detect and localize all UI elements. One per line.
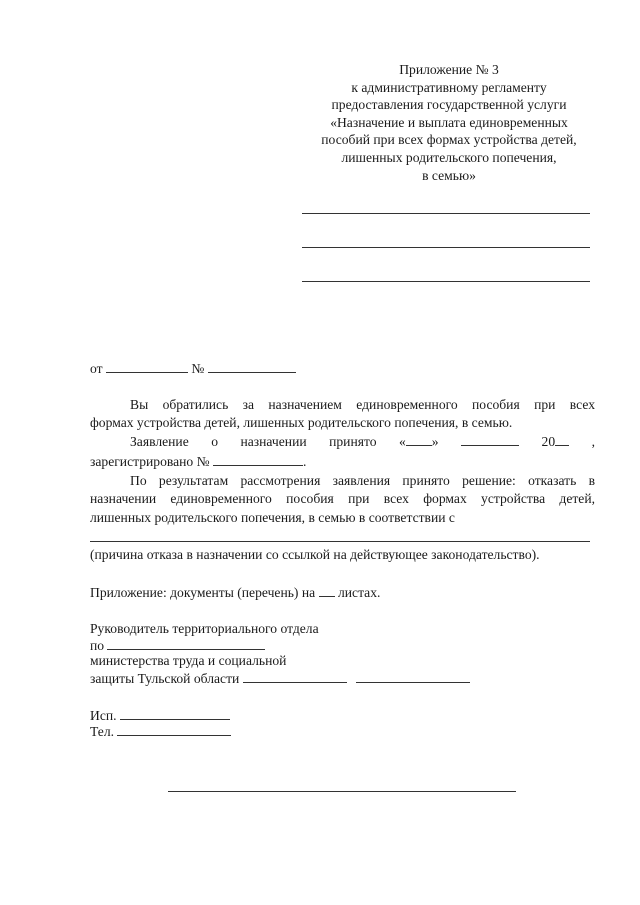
- paragraph-3-line: По результатам рассмотрения заявления принято решение: отказать в: [130, 473, 595, 488]
- signature-line: Руководитель территориального отдела: [90, 621, 319, 636]
- department-blank[interactable]: [107, 636, 265, 650]
- heading-line: пособий при всех формах устройства детей,: [321, 132, 577, 148]
- tel-label: Тел.: [90, 724, 115, 739]
- paragraph-1-line: Вы обратились за назначением единовременного пособия при всех: [130, 397, 595, 412]
- phone-blank[interactable]: [117, 722, 231, 736]
- year-blank[interactable]: [555, 432, 569, 446]
- year-prefix: 20: [541, 434, 556, 449]
- number-blank[interactable]: [208, 359, 296, 373]
- phone-line: [90, 722, 231, 741]
- registered-label: зарегистрировано №: [90, 454, 210, 469]
- paragraph-2-line: [130, 432, 595, 451]
- signature-blank[interactable]: [243, 669, 347, 683]
- region-label: защиты Тульской области: [90, 671, 240, 686]
- comma: ,: [591, 434, 595, 449]
- paragraph-3-line: лишенных родительского попечения, в семью в соответствии с: [90, 510, 455, 525]
- from-label: от: [90, 361, 103, 376]
- heading-line: предоставления государственной услуги: [331, 97, 567, 113]
- attachment-suffix: листах.: [337, 585, 381, 600]
- registration-line: [90, 452, 306, 471]
- appendix-heading: [292, 61, 606, 184]
- attachment-line: [90, 583, 380, 602]
- reason-caption: (причина отказа в назначении со ссылкой на действующее законодательство).: [90, 547, 540, 562]
- paragraph-1-line: формах устройства детей, лишенных родительского попечения, в семью.: [90, 415, 513, 430]
- day-blank[interactable]: [406, 432, 432, 446]
- recipient-line[interactable]: [302, 281, 590, 282]
- recipient-line[interactable]: [302, 247, 590, 248]
- heading-line: в семью»: [422, 167, 476, 183]
- sheets-count-blank[interactable]: [319, 583, 335, 597]
- period: .: [303, 454, 307, 469]
- assignment-word: назначении: [240, 434, 307, 449]
- about-word: о: [211, 434, 219, 449]
- bottom-separator: [168, 791, 516, 792]
- paragraph-3-line: назначении единовременного пособия при всех формах устройства детей,: [90, 491, 595, 506]
- number-label: №: [191, 361, 205, 376]
- heading-line: Приложение № 3: [399, 62, 499, 77]
- heading-line: к административному регламенту: [351, 79, 547, 95]
- reason-blank[interactable]: [90, 541, 590, 542]
- heading-line: лишенных родительского попечения,: [341, 149, 557, 165]
- accepted-word: принято: [329, 434, 377, 449]
- reference-line: [90, 359, 296, 378]
- year-field: [542, 432, 570, 451]
- application-word: Заявление: [130, 434, 189, 449]
- quote-open: «: [399, 434, 406, 449]
- registration-number-blank[interactable]: [213, 452, 303, 466]
- heading-line: «Назначение и выплата единовременных: [330, 114, 568, 130]
- name-blank[interactable]: [356, 669, 470, 683]
- month-blank[interactable]: [461, 432, 519, 446]
- isp-label: Исп.: [90, 708, 117, 723]
- by-label: по: [90, 638, 105, 653]
- signature-line-region: [90, 669, 470, 688]
- quote-close: »: [431, 434, 439, 449]
- recipient-line[interactable]: [302, 213, 590, 214]
- executor-blank[interactable]: [120, 706, 230, 720]
- date-blank[interactable]: [106, 359, 188, 373]
- attachment-prefix: Приложение: документы (перечень) на: [90, 585, 316, 600]
- day-field: [399, 432, 439, 451]
- signature-line: министерства труда и социальной: [90, 653, 287, 668]
